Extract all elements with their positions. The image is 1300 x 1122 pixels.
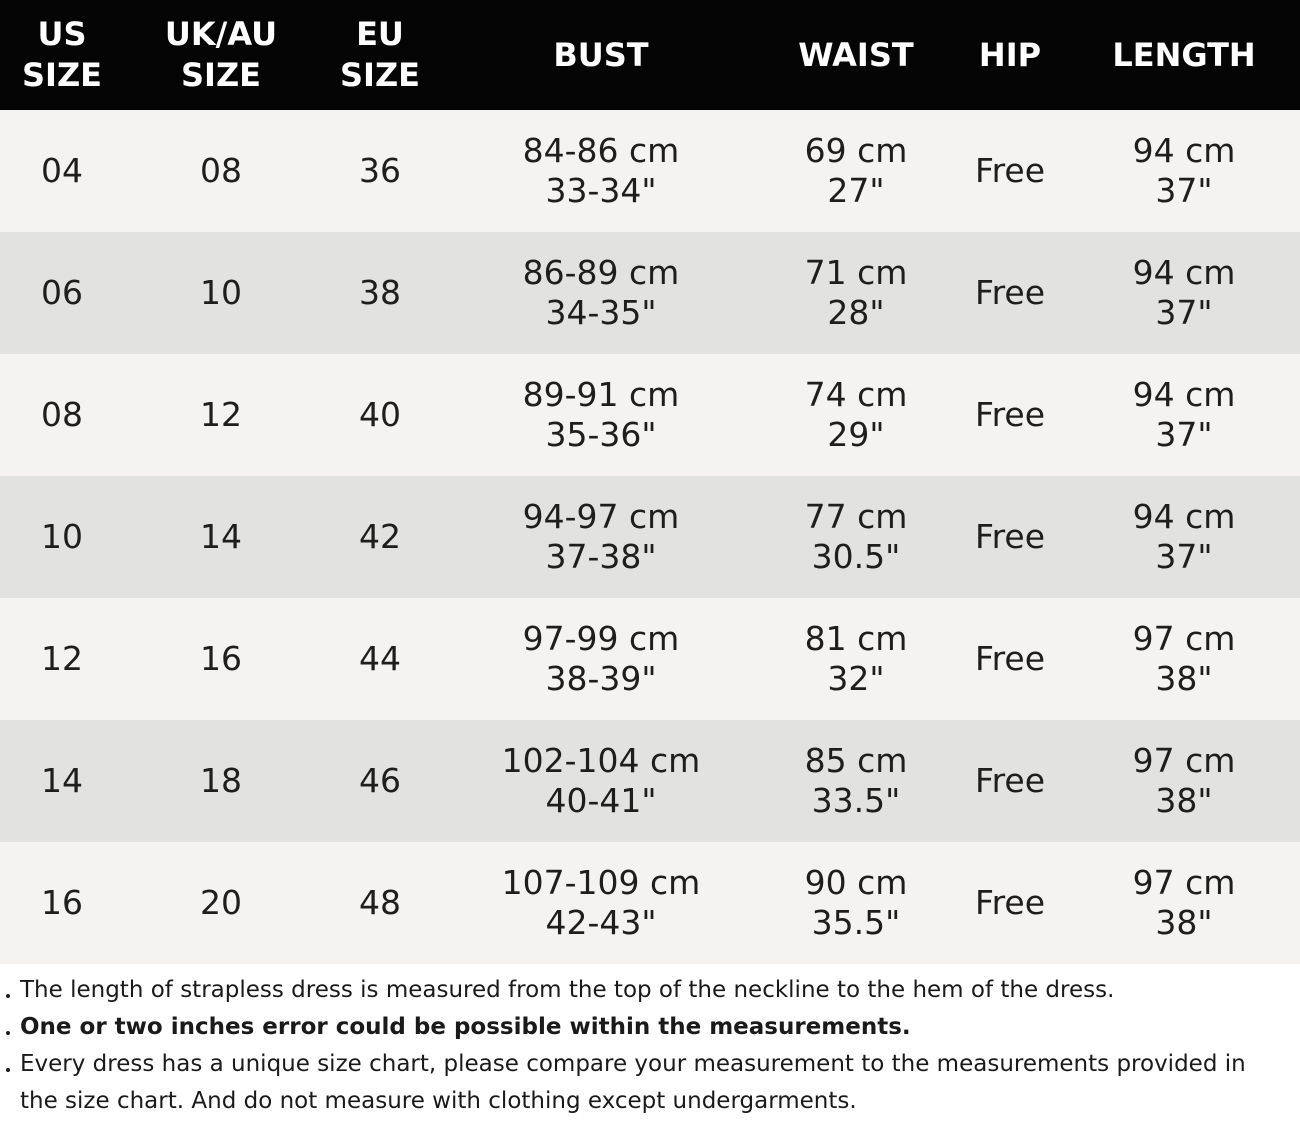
waist-cell — [760, 476, 952, 598]
bust-cell-line: 35-36" — [545, 415, 657, 454]
waist-cell — [760, 354, 952, 476]
bust-cell-line: 37-38" — [545, 537, 657, 576]
length-cell-line: 37" — [1155, 415, 1213, 454]
length-cell — [1068, 476, 1300, 598]
bust-cell-line: 107-109 cm — [501, 863, 701, 902]
hip-cell: Free — [974, 151, 1046, 190]
bust-cell-line: 42-43" — [545, 903, 657, 942]
note-item: The length of strapless dress is measured from the top of the neckline to the hem of the dress. — [0, 972, 1300, 1009]
hip-cell: Free — [974, 395, 1046, 434]
waist-cell-line: 77 cm — [804, 497, 908, 536]
header-eu-size-line: SIZE — [339, 56, 420, 94]
length-cell-line: 97 cm — [1132, 741, 1236, 780]
table-row — [0, 232, 1300, 354]
header-hip — [952, 0, 1068, 110]
note-item: Every dress has a unique size chart, please compare your measurement to the measurements provided in the size chart. And do not measure with clothing except undergarments. — [0, 1046, 1300, 1120]
eu-size-cell: 38 — [359, 273, 401, 312]
length-cell-line: 94 cm — [1132, 375, 1236, 414]
header-hip-line: HIP — [978, 35, 1042, 74]
ukau-size-cell: 10 — [200, 273, 242, 312]
hip-cell: Free — [974, 273, 1046, 312]
waist-cell-line: 69 cm — [804, 131, 908, 170]
header-ukau-size — [124, 0, 318, 110]
header-length — [1068, 0, 1300, 110]
length-cell — [1068, 842, 1300, 964]
ukau-size-cell: 18 — [200, 761, 242, 800]
hip-cell: Free — [974, 639, 1046, 678]
bust-cell-line: 97-99 cm — [522, 619, 680, 658]
waist-cell-line: 30.5" — [811, 537, 901, 576]
hip-cell: Free — [974, 883, 1046, 922]
eu-size-cell: 46 — [359, 761, 401, 800]
bust-cell-line: 102-104 cm — [501, 741, 701, 780]
header-bust — [442, 0, 760, 110]
header-eu-size-line: EU — [356, 15, 404, 53]
us-size-cell: 10 — [41, 517, 83, 556]
length-cell — [1068, 232, 1300, 354]
length-cell-line: 37" — [1155, 537, 1213, 576]
ukau-size-cell: 12 — [200, 395, 242, 434]
waist-cell-line: 74 cm — [804, 375, 908, 414]
length-cell — [1068, 598, 1300, 720]
length-cell-line: 94 cm — [1132, 497, 1236, 536]
note-item: One or two inches error could be possible within the measurements. — [0, 1009, 1300, 1046]
hip-cell: Free — [974, 517, 1046, 556]
us-size-cell: 06 — [41, 273, 83, 312]
waist-cell-line: 27" — [827, 171, 885, 210]
ukau-size-cell: 16 — [200, 639, 242, 678]
waist-cell — [760, 232, 952, 354]
header-us-size-line: SIZE — [21, 56, 102, 94]
waist-cell-line: 29" — [827, 415, 885, 454]
header-ukau-size-line: UK/AU — [164, 15, 278, 53]
table-row — [0, 720, 1300, 842]
table-row — [0, 110, 1300, 232]
eu-size-cell: 36 — [359, 151, 401, 190]
length-cell — [1068, 110, 1300, 232]
length-cell-line: 97 cm — [1132, 619, 1236, 658]
hip-cell: Free — [974, 761, 1046, 800]
bust-cell — [442, 476, 760, 598]
bust-cell — [442, 232, 760, 354]
waist-cell — [760, 110, 952, 232]
header-waist — [760, 0, 952, 110]
waist-cell — [760, 842, 952, 964]
waist-cell-line: 85 cm — [804, 741, 908, 780]
table-row — [0, 598, 1300, 720]
bust-cell-line: 34-35" — [545, 293, 657, 332]
length-cell-line: 37" — [1155, 171, 1213, 210]
waist-cell-line: 33.5" — [811, 781, 901, 820]
length-cell-line: 38" — [1155, 903, 1213, 942]
waist-cell — [760, 598, 952, 720]
header-length-line: LENGTH — [1112, 35, 1256, 74]
bust-cell — [442, 354, 760, 476]
bust-cell — [442, 598, 760, 720]
eu-size-cell: 42 — [359, 517, 401, 556]
eu-size-cell: 48 — [359, 883, 401, 922]
bust-cell — [442, 842, 760, 964]
us-size-cell: 04 — [41, 151, 83, 190]
length-cell-line: 37" — [1155, 293, 1213, 332]
length-cell — [1068, 354, 1300, 476]
waist-cell-line: 35.5" — [811, 903, 901, 942]
eu-size-cell: 40 — [359, 395, 401, 434]
header-waist-line: WAIST — [798, 35, 914, 74]
bust-cell-line: 94-97 cm — [522, 497, 680, 536]
waist-cell-line: 81 cm — [804, 619, 908, 658]
table-row — [0, 354, 1300, 476]
header-ukau-size-line: SIZE — [180, 56, 261, 94]
bust-cell-line: 86-89 cm — [522, 253, 680, 292]
bust-cell-line: 33-34" — [545, 171, 657, 210]
us-size-cell: 16 — [41, 883, 83, 922]
header-bust-line: BUST — [553, 35, 649, 74]
us-size-cell: 12 — [41, 639, 83, 678]
us-size-cell: 08 — [41, 395, 83, 434]
waist-cell — [760, 720, 952, 842]
table-row — [0, 476, 1300, 598]
ukau-size-cell: 08 — [200, 151, 242, 190]
header-us-size-line: US — [37, 15, 87, 53]
eu-size-cell: 44 — [359, 639, 401, 678]
length-cell-line: 94 cm — [1132, 253, 1236, 292]
bust-cell-line: 38-39" — [545, 659, 657, 698]
bust-cell-line: 89-91 cm — [522, 375, 680, 414]
waist-cell-line: 90 cm — [804, 863, 908, 902]
waist-cell-line: 71 cm — [804, 253, 908, 292]
size-chart-header — [0, 0, 1300, 110]
ukau-size-cell: 20 — [200, 883, 242, 922]
length-cell-line: 38" — [1155, 659, 1213, 698]
ukau-size-cell: 14 — [200, 517, 242, 556]
bust-cell — [442, 110, 760, 232]
length-cell — [1068, 720, 1300, 842]
header-eu-size — [318, 0, 442, 110]
length-cell-line: 94 cm — [1132, 131, 1236, 170]
us-size-cell: 14 — [41, 761, 83, 800]
bust-cell — [442, 720, 760, 842]
bust-cell-line: 84-86 cm — [522, 131, 680, 170]
bust-cell-line: 40-41" — [545, 781, 657, 820]
length-cell-line: 38" — [1155, 781, 1213, 820]
waist-cell-line: 28" — [827, 293, 885, 332]
waist-cell-line: 32" — [827, 659, 885, 698]
header-us-size — [0, 0, 124, 110]
length-cell-line: 97 cm — [1132, 863, 1236, 902]
measurement-notes — [0, 972, 1300, 1120]
table-row — [0, 842, 1300, 964]
